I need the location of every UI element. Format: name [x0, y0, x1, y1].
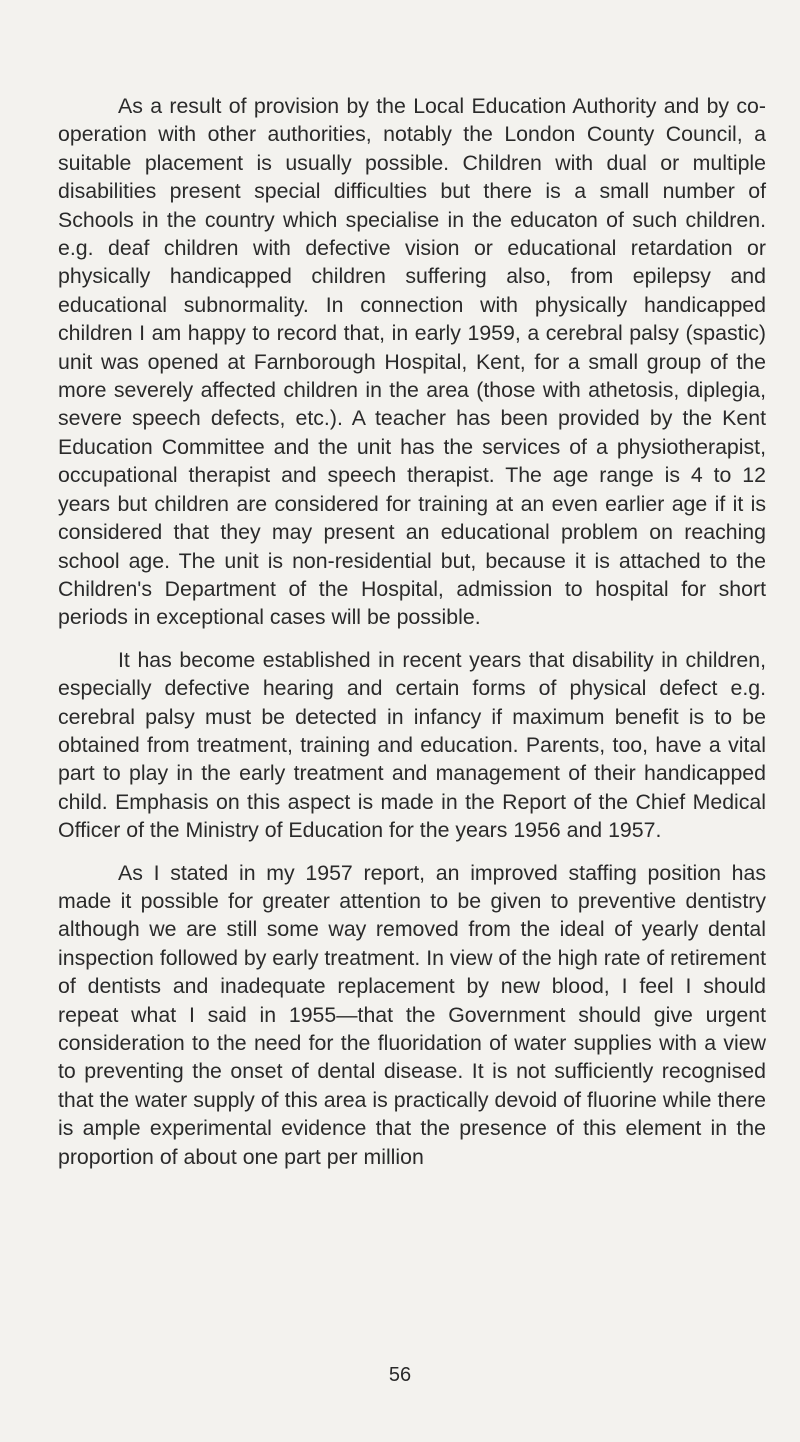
- page-number: 56: [388, 1364, 412, 1386]
- document-page: [58, 92, 766, 1171]
- paragraph-early-detection: It has become established in recent years that disability in children, especially defective hearing and certain forms of physical defect e.g. cerebral palsy must be detected in infancy if maximum benefit is to be obtained from treatment, training and education. Parents, too, have a vital part to play in the early treatment and management of their handicapped child. Emphasis on this aspect is made in the Report of the Chief Medical Officer of the Ministry of Education for the years 1956 and 1957.: [58, 647, 766, 843]
- paragraph-special-schools: As a result of provision by the Local Education Authority and by co-operation with other authorities, notably the London County Council, a suitable placement is usually possible. Children with dual or multiple disabilities present special difficulties but there is a small number of Schools in the country which specialise in the educaton of such children. e.g. deaf children with defective vision or educational retardation or physically handicapped children suffering also, from epilepsy and educational subnormality. In connection with physically handicapped children I am happy to record that, in early 1959, a cerebral palsy (spastic) unit was opened at Farnborough Hospital, Kent, for a small group of the more severely affected children in the area (those with athetosis, diplegia, severe speech defects, etc.). A teacher has been provided by the Kent Education Committee and the unit has the services of a physiotherapist, occupational therapist and speech therapist. The age range is 4 to 12 years but children are considered for training at an even earlier age if it is considered that they may present an educational problem on reaching school age. The unit is non-residential but, because it is attached to the Children's Department of the Hospital, admission to hospital for short periods in exceptional cases will be possible.: [58, 94, 766, 630]
- paragraph-dentistry: As I stated in my 1957 report, an improved staffing position has made it possible for greater attention to be given to preventive dentistry although we are still some way removed from the ideal of yearly dental inspection followed by early treatment. In view of the high rate of retirement of dentists and inadequate replacement by new blood, I feel I should repeat what I said in 1955—that the Government should give urgent consideration to the need for the fluoridation of water supplies with a view to preventing the onset of dental disease. It is not sufficiently recognised that the water supply of this area is practically devoid of fluorine while there is ample experimental evidence that the presence of this element in the proportion of about one part per million: [58, 860, 766, 1169]
